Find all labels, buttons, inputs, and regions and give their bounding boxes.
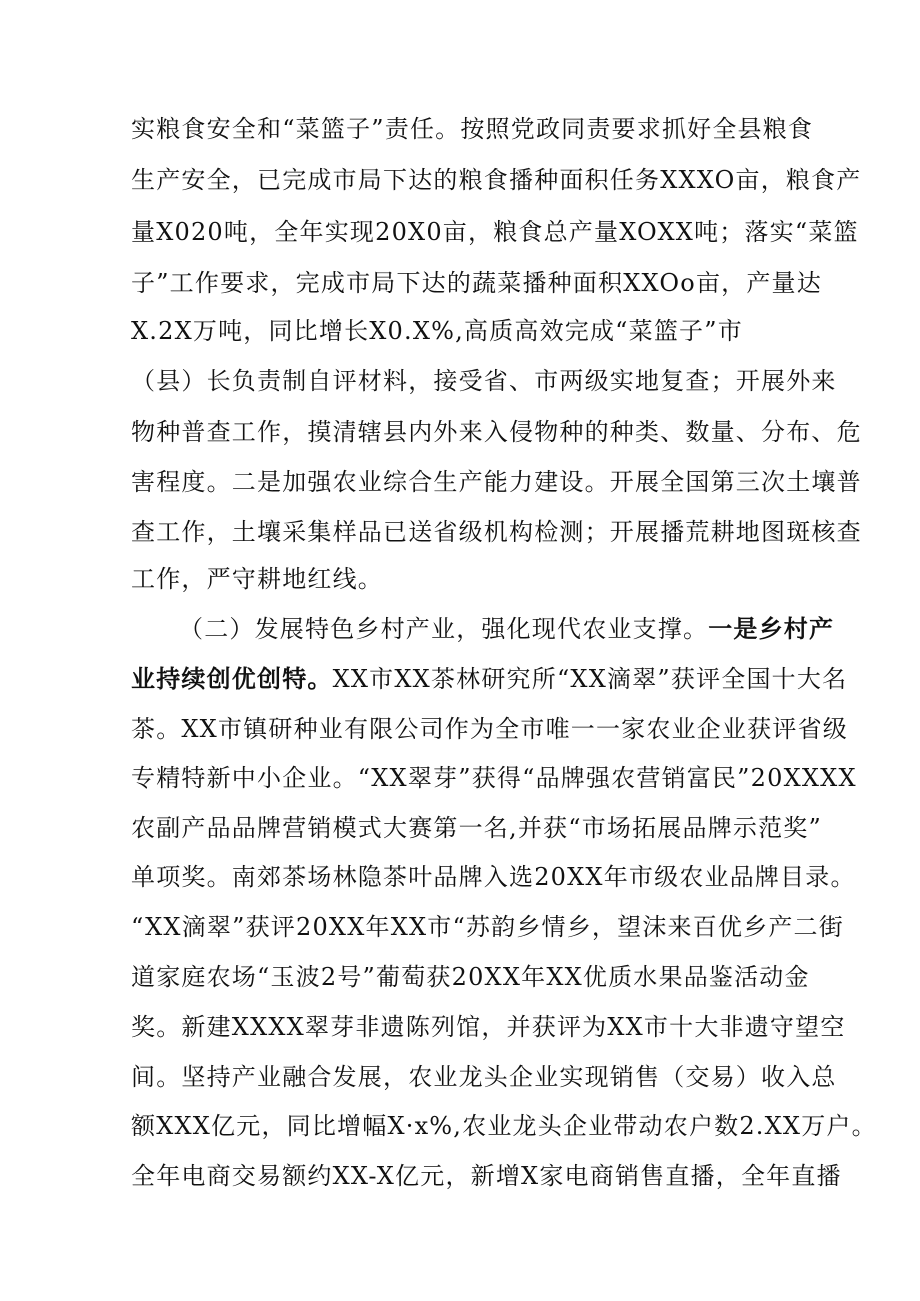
section-heading-line	[179, 614, 835, 644]
text-line	[131, 664, 848, 694]
bold-lead: 业持续创优创特。	[131, 664, 333, 693]
text-line: 害程度。二是加强农业综合生产能力建设。开展全国第三次土壤普	[131, 468, 862, 496]
text-line: 奖。新建XXXX翠芽非遗陈列馆，并获评为XX市十大非遗守望空	[131, 1013, 846, 1041]
text-line: 单项奖。南郊茶场林隐茶叶品牌入选20XX年市级农业品牌目录。	[131, 863, 856, 891]
text-line: 工作，严守耕地红线。	[131, 565, 383, 593]
text-line: 茶。XX市镇研种业有限公司作为全市唯一一家农业企业获评省级	[131, 715, 848, 743]
text-line: 实粮食安全和“菜篮子”责任。按照党政同责要求抓好全县粮食	[131, 115, 814, 143]
text-line: 查工作，土壤采集样品已送省级机构检测；开展播荒耕地图斑核查	[131, 518, 862, 546]
text-line: 物种普查工作，摸清辖县内外来入侵物种的种类、数量、分布、危	[131, 418, 862, 446]
text-line: 间。坚持产业融合发展，农业龙头企业实现销售（交易）收入总	[131, 1063, 837, 1091]
text-line: 全年电商交易额约XX-X亿元，新增X家电商销售直播，全年直播	[131, 1162, 842, 1190]
text-line: 量X020吨，全年实现20X0亩，粮食总产量XOXX吨；落实“菜篮	[131, 218, 859, 246]
text-line: （县）长负责制自评材料，接受省、市两级实地复查；开展外来	[131, 367, 837, 395]
text-line: 额XXX亿元，同比增幅X·x%,农业龙头企业带动农户数2.XX万户。	[131, 1112, 877, 1140]
text-line: 专精特新中小企业。“XX翠芽”获得“品牌强农营销富民”20XXXX	[131, 764, 857, 792]
text-line: “XX滴翠”获评20XX年XX市“苏韵乡情乡，望沫来百优乡产二街	[131, 913, 844, 941]
text-line: 子”工作要求，完成市局下达的蔬菜播种面积XXOo亩，产量达	[131, 269, 822, 297]
text-line: 农副产品品牌营销模式大赛第一名,并获“市场拓展品牌示范奖”	[131, 814, 822, 842]
text-line: 道家庭农场“玉波2号”葡萄获20XX年XX优质水果品鉴活动金	[131, 963, 810, 991]
section-heading: （二）发展特色乡村产业，强化现代农业支撑。	[179, 615, 709, 643]
text-line: X.2X万吨，同比增长X0.X%,高质高效完成“菜篮子”市	[131, 317, 743, 345]
text-line: 生产安全，已完成市局下达的粮食播种面积任务XXXO亩，粮食产	[131, 166, 862, 194]
text-span: XX市XX茶林研究所“XX滴翠”获评全国十大名	[332, 665, 848, 693]
bold-lead: 一是乡村产	[708, 614, 835, 643]
